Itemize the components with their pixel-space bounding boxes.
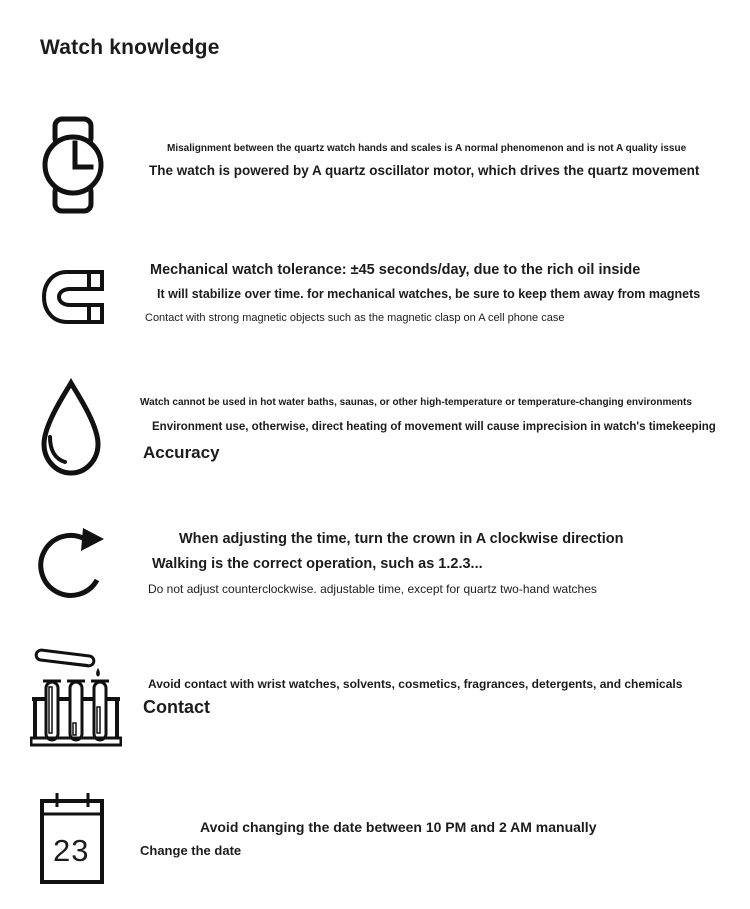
section-headline: When adjusting the time, turn the crown in A clockwise direction bbox=[179, 531, 624, 547]
section-note: Misalignment between the quartz watch hands and scales is A normal phenomenon and is not A quality issue bbox=[167, 143, 687, 154]
section-keyword: Change the date bbox=[140, 843, 242, 858]
section-subline: Avoid contact with wrist watches, solvents, cosmetics, fragrances, detergents, and chemicals bbox=[148, 677, 683, 691]
section-note: Watch cannot be used in hot water baths, saunas, or other high-temperature or temperature-changing environments bbox=[140, 397, 692, 408]
section-headline: The watch is powered by A quartz oscillator motor, which drives the quartz movement bbox=[149, 163, 700, 178]
section-subline: It will stabilize over time. for mechanical watches, be sure to keep them away from magnets bbox=[157, 287, 701, 301]
section-keyword: Contact bbox=[143, 697, 210, 717]
section-headline: Avoid changing the date between 10 PM and 2 AM manually bbox=[200, 819, 597, 835]
page-title: Watch knowledge bbox=[40, 36, 220, 59]
magnet-icon bbox=[40, 268, 106, 326]
test-tubes-icon bbox=[30, 645, 122, 747]
section-note: Do not adjust counterclockwise. adjustable time, except for quartz two-hand watches bbox=[148, 582, 597, 596]
clockwise-arrow-icon bbox=[33, 524, 113, 604]
water-drop-icon bbox=[37, 378, 105, 478]
section-headline: Mechanical watch tolerance: ±45 seconds/day, due to the rich oil inside bbox=[150, 262, 641, 278]
calendar-day-number: 23 bbox=[53, 833, 90, 868]
section-note: Contact with strong magnetic objects such as the magnetic clasp on A cell phone case bbox=[145, 312, 565, 324]
watch-icon bbox=[42, 116, 104, 214]
section-keyword: Accuracy bbox=[143, 443, 220, 462]
section-subline: Environment use, otherwise, direct heating of movement will cause imprecision in watch's timekeeping bbox=[152, 421, 716, 433]
section-subline: Walking is the correct operation, such as 1.2.3... bbox=[152, 556, 483, 572]
